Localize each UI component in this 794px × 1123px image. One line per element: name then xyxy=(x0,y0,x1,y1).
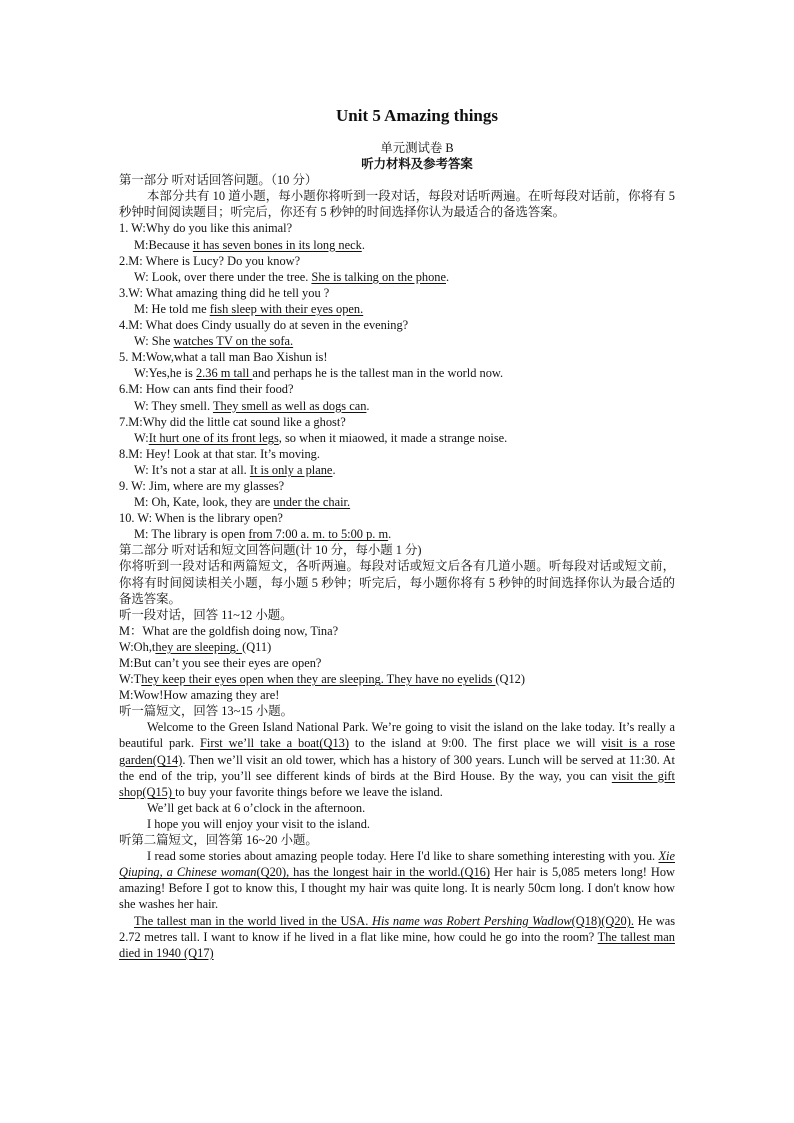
answer-line xyxy=(119,494,675,510)
answer-text: W: They smell. xyxy=(134,398,213,413)
question-item xyxy=(119,446,675,478)
passage-text: Her hair is 5,085 meters long! How amazing! Before I got to know this, I thought my hair was quite long. It is nearly 50cm long. I don't know how she washes her hair. xyxy=(119,865,675,912)
question-item xyxy=(119,285,675,317)
answer-italic: His name was Robert Pershing Wadlow xyxy=(368,913,572,928)
answer-underlined: It hurt one of its front legs xyxy=(148,430,279,445)
answer-line xyxy=(119,398,675,414)
passage-paragraph xyxy=(119,848,675,912)
answer-underlined: it has seven bones in its long neck xyxy=(192,237,362,252)
part2-heading: 第二部分 听对话和短文回答问题(计 10 分，每小题 1 分) xyxy=(119,543,422,558)
part1-instructions: 本部分共有 10 道小题，每小题你将听到一段对话，每段对话听两遍。在听每段对话前，你将有 5 秒钟时间阅读题目；听完后，你还有 5 秒钟的时间选择你认为最适合的备选答案。 xyxy=(119,189,675,220)
question-item xyxy=(119,414,675,446)
answer-text: M: The library is open xyxy=(134,527,249,542)
answer-line xyxy=(119,237,675,253)
answer-line xyxy=(119,301,675,317)
answer-underlined: She is talking on the phone xyxy=(311,269,446,284)
question-item xyxy=(119,253,675,285)
answer-underlined: They smell as well as dogs can xyxy=(212,398,367,413)
passage-text: I read some stories about amazing people today. Here I'd like to share something interesting with you. xyxy=(147,849,659,864)
question-line: 1. W:Why do you like this animal? xyxy=(119,221,293,236)
dialog xyxy=(119,623,675,703)
passage-text: Welcome to the Green Island National Park. We’re going to visit the island on the lake today. It’s really a beautiful park. xyxy=(119,720,675,751)
question-item xyxy=(119,317,675,349)
dialog-text: W:Oh,t xyxy=(119,639,156,654)
question-line: 8.M: Hey! Look at that star. It’s moving. xyxy=(119,446,320,461)
answer-text: W: She xyxy=(134,334,174,349)
question-line: 2.M: Where is Lucy? Do you know? xyxy=(119,253,301,268)
answer-line xyxy=(119,333,675,349)
dialog-line xyxy=(119,671,675,687)
question-item xyxy=(119,478,675,510)
part1-items xyxy=(119,220,675,542)
dialog-answer-underlined: hey are sleeping. xyxy=(155,639,243,654)
answer-line xyxy=(119,526,675,542)
question-item xyxy=(119,349,675,381)
answer-line xyxy=(119,269,675,285)
question-line: 7.M:Why did the little cat sound like a ghost? xyxy=(119,414,346,429)
question-ref: (Q18)(Q20). xyxy=(571,913,634,928)
document-page xyxy=(119,104,675,961)
answer-underlined: visit is a rose garden(Q14) xyxy=(119,736,676,767)
answer-text: . xyxy=(361,237,365,252)
answer-underlined: under the chair. xyxy=(273,495,351,510)
passage1 xyxy=(119,719,675,832)
answer-text: and perhaps he is the tallest man in the world now. xyxy=(252,366,504,381)
passage-text: He was 2.72 metres tall. I want to know if he lived in a flat like mine, how could he go into the room? xyxy=(119,913,676,944)
answer-line xyxy=(119,365,675,381)
answer-underlined: First we’ll take a boat(Q13) xyxy=(200,736,349,751)
passage-paragraph: I hope you will enjoy your visit to the island. xyxy=(147,816,371,831)
answer-underlined: from 7:00 a. m. to 5:00 p. m xyxy=(248,527,389,542)
answer-underlined: fish sleep with their eyes open. xyxy=(209,301,364,316)
passage-text: . Then we’ll visit an old tower, which has a history of 300 years. Lunch will be served at 11:30. At the end of the trip, you’ll see different kinds of birds at the Bird House. By the way, you can xyxy=(119,752,675,783)
question-item xyxy=(119,220,675,252)
question-line: 10. W: When is the library open? xyxy=(119,511,283,526)
passage-paragraph xyxy=(119,719,675,799)
answer-text: W: xyxy=(134,430,149,445)
answer-underlined: visit the gift shop(Q15) xyxy=(119,768,675,799)
question-line: 3.W: What amazing thing did he tell you ? xyxy=(119,285,330,300)
answer-text: W: It’s not a star at all. xyxy=(134,462,250,477)
answer-text: The tallest man in the world lived in the USA. xyxy=(134,913,369,928)
question-line: 5. M:Wow,what a tall man Bao Xishun is! xyxy=(119,350,328,365)
passage2 xyxy=(119,848,675,961)
dialog-text: W:T xyxy=(119,672,142,687)
part2-instructions: 你将听到一段对话和两篇短文，各听两遍。每段对话或短文后各有几道小题。听每段对话或短文前，你将有时间阅读相关小题，每小题 5 秒钟；听完后，每小题你将有 5 秒钟的时间选择你认为最合适的备选答案。 xyxy=(119,559,675,606)
answer-text: M:Because xyxy=(134,237,193,252)
test-subtitle: 单元测试卷 B xyxy=(380,141,454,155)
answer-text: M: Oh, Kate, look, they are xyxy=(134,495,274,510)
part1-heading: 第一部分 听对话回答问题。（10 分） xyxy=(119,173,318,188)
dialog-line: M:Wow!How amazing they are! xyxy=(119,688,280,703)
dialog-line: M：What are the goldfish doing now, Tina? xyxy=(119,623,339,638)
answer-text: . xyxy=(388,527,392,542)
question-item xyxy=(119,381,675,413)
question-ref: (Q11) xyxy=(242,639,272,654)
answer-underlined: It is only a plane xyxy=(249,462,333,477)
answer-text: (Q20), has the longest hair in the world.(Q16) xyxy=(256,865,491,880)
answer-text: . xyxy=(366,398,370,413)
answer-underlined: The tallest man died in 1940 (Q17) xyxy=(119,929,675,960)
passage-text: to buy your favorite things before we leave the island. xyxy=(175,784,443,799)
question-item xyxy=(119,510,675,542)
dialog-answer-underlined: hey keep their eyes open when they are sleeping. They have no eyelids xyxy=(141,672,496,687)
question-line: 6.M: How can ants find their food? xyxy=(119,382,294,397)
answer-underlined xyxy=(134,914,634,928)
answer-text: W:Yes,he is xyxy=(134,366,196,381)
answer-underlined: watches TV on the sofa. xyxy=(173,334,294,349)
passage-paragraph xyxy=(119,913,675,961)
dialog-line xyxy=(119,639,675,655)
dialog-line: M:But can’t you see their eyes are open? xyxy=(119,656,322,670)
answer-line xyxy=(119,430,675,446)
answer-text: W: Look, over there under the tree. xyxy=(134,269,312,284)
question-ref: (Q12) xyxy=(495,672,525,687)
passage-text: to the island at 9:00. The first place we will xyxy=(348,736,602,751)
answer-line xyxy=(119,462,675,478)
passage2-heading: 听第二篇短文，回答第 16~20 小题。 xyxy=(119,833,318,848)
dialog-heading: 听一段对话，回答 11~12 小题。 xyxy=(119,607,293,622)
answer-text: M: He told me xyxy=(134,301,210,316)
answer-text: , so when it miaowed, it made a strange noise. xyxy=(278,430,508,445)
answer-text: . xyxy=(445,269,450,284)
listening-materials-heading: 听力材料及参考答案 xyxy=(361,157,473,172)
question-line: 9. W: Jim, where are my glasses? xyxy=(119,478,285,493)
passage1-heading: 听一篇短文，回答 13~15 小题。 xyxy=(119,704,293,719)
answer-italic: Xie Qiuping, a Chinese woman xyxy=(119,849,675,880)
unit-title: Unit 5 Amazing things xyxy=(336,106,498,125)
passage-paragraph: We’ll get back at 6 o’clock in the afternoon. xyxy=(147,800,366,815)
answer-text: . xyxy=(332,462,336,477)
answer-underlined: 2.36 m tall xyxy=(195,366,253,381)
question-line: 4.M: What does Cindy usually do at seven in the evening? xyxy=(119,318,409,333)
